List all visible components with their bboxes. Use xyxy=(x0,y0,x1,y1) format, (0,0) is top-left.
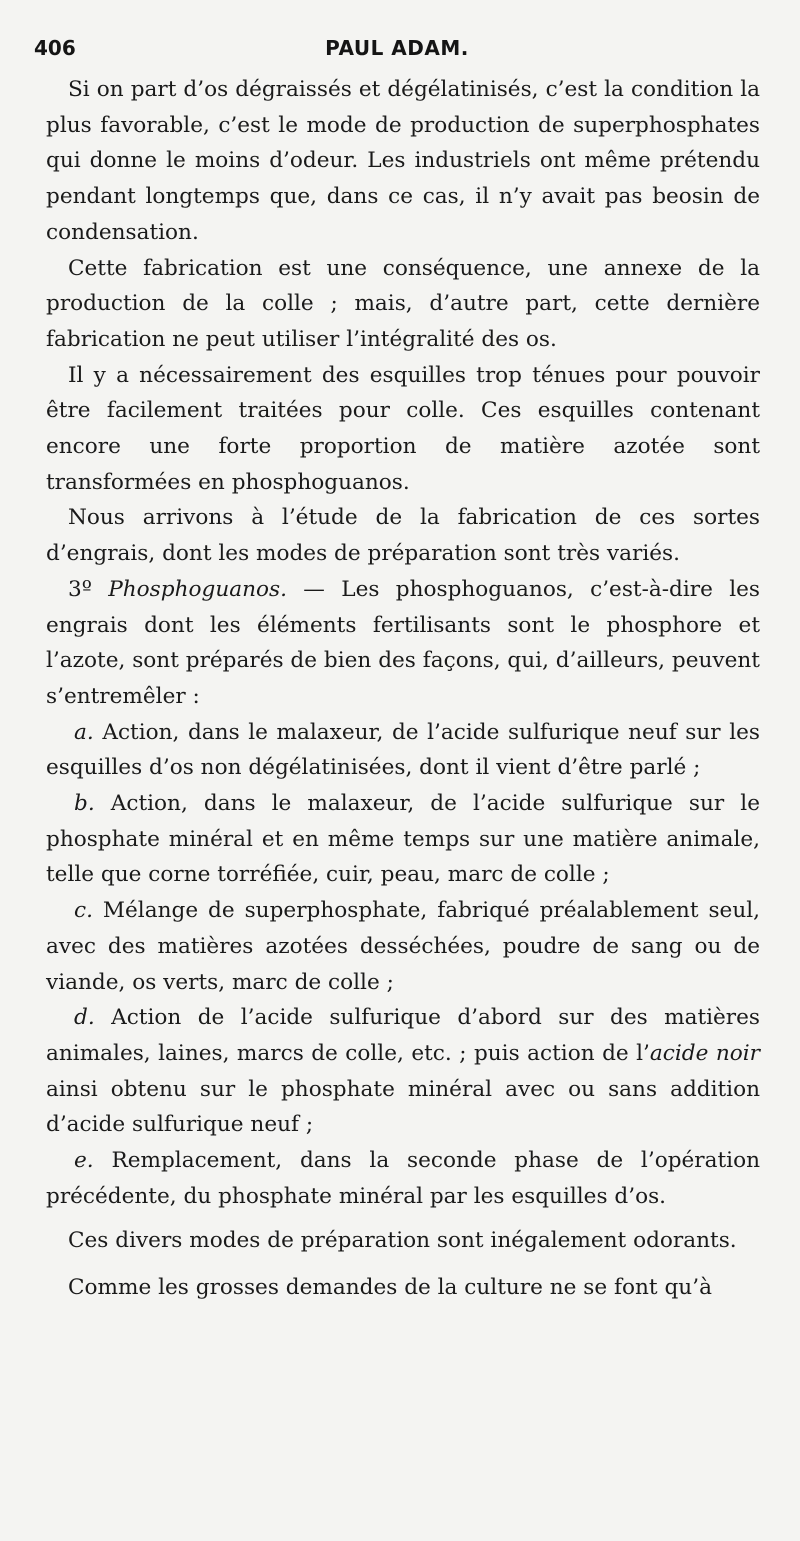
paragraph: Il y a nécessairement des esquilles trop ténues pour pouvoir être facilement traitées pour colle. Ces esquilles contenant encore une forte proportion de matière azotée sont transformées en phosphoguanos. xyxy=(46,362,760,495)
section-paragraph xyxy=(46,572,760,715)
list-letter: a. xyxy=(74,719,94,745)
section-title: Phosphoguanos. xyxy=(108,576,287,602)
list-text: Action, dans le malaxeur, de l’acide sulfurique sur le phosphate minéral et en même temps sur une matière animale, telle que corne torréfiée, cuir, peau, marc de colle ; xyxy=(46,791,760,888)
body-text xyxy=(46,72,760,1306)
list-text: Mélange de superphosphate, fabriqué préalablement seul, avec des matières azotées desséchées, poudre de sang ou de viande, os verts, marc de colle ; xyxy=(46,898,760,995)
paragraph: Nous arrivons à l’étude de la fabrication de ces sortes d’engrais, dont les modes de préparation sont très variés. xyxy=(46,505,760,567)
page-number: 406 xyxy=(34,36,76,60)
paragraph: Comme les grosses demandes de la culture ne se font qu’à xyxy=(68,1275,712,1301)
list-text: Action, dans le malaxeur, de l’acide sulfurique neuf sur les esquilles d’os non dégélatinisées, dont il vient d’être parlé ; xyxy=(46,719,760,781)
paragraph: Ces divers modes de préparation sont inégalement odorants. xyxy=(68,1227,737,1253)
list-item xyxy=(46,893,760,1000)
italic-term: acide noir xyxy=(649,1040,760,1066)
paragraph: Cette fabrication est une conséquence, une annexe de la production de la colle ; mais, d’autre part, cette dernière fabrication ne peut utiliser l’intégralité des os. xyxy=(46,255,760,352)
list-letter: b. xyxy=(74,791,95,817)
list-text: Remplacement, dans la seconde phase de l’opération précédente, du phosphate minéral par les esquilles d’os. xyxy=(46,1148,760,1209)
list-item xyxy=(46,1143,760,1214)
section-text: — Les phosphoguanos, c’est-à-dire les engrais dont les éléments fertilisants sont le phosphore et l’azote, sont préparés de bien des façons, qui, d’ailleurs, peuvent s’entremêler : xyxy=(46,576,760,709)
section-number: 3º xyxy=(68,576,92,602)
list-item xyxy=(46,786,760,893)
running-head xyxy=(34,36,760,66)
list-text: Action de l’acide sulfurique d’abord sur des matières animales, laines, marcs de colle, etc. ; puis action de l’ xyxy=(46,1005,760,1066)
paragraph: Si on part d’os dégraissés et dégélatinisés, c’est la condition la plus favorable, c’est le mode de production de superphosphates qui donne le moins d’odeur. Les industriels ont même prétendu pendant longtemps que, dans ce cas, il n’y avait pas beosin de condensation. xyxy=(46,77,760,245)
list-letter: c. xyxy=(74,898,93,924)
running-head-title: PAUL ADAM. xyxy=(325,36,469,60)
list-item xyxy=(46,715,760,786)
list-text: ainsi obtenu sur le phosphate minéral avec ou sans addition d’acide sulfurique neuf ; xyxy=(46,1076,760,1138)
list-item xyxy=(46,1000,760,1143)
list-letter: e. xyxy=(74,1148,94,1174)
list-letter: d. xyxy=(74,1005,95,1031)
